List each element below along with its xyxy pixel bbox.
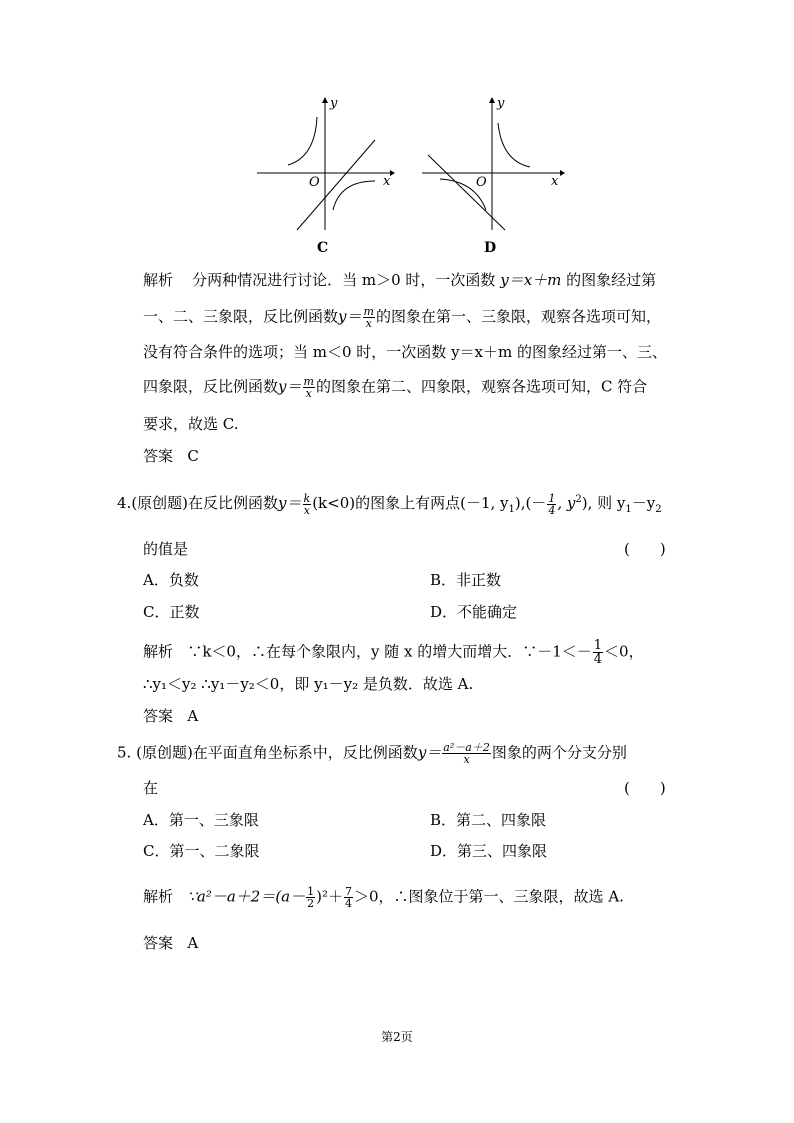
graph-c-caption: C bbox=[317, 240, 329, 256]
fraction: $\frac{m}{x}$ bbox=[363, 305, 374, 330]
fraction: $\frac{7}{4}$ bbox=[345, 885, 353, 910]
q5-option-b: B．第二、四象限 bbox=[430, 811, 547, 829]
fraction: $\frac{1}{2}$ bbox=[307, 885, 315, 910]
q4-option-b: B．非正数 bbox=[430, 571, 502, 589]
q4-option-d: D．不能确定 bbox=[430, 603, 518, 621]
graph-c-origin: O bbox=[309, 175, 320, 190]
q4-answer-blank: ( ) bbox=[624, 540, 666, 558]
q4-option-c: C．正数 bbox=[143, 603, 200, 621]
q4-answer: 答案 A bbox=[143, 707, 199, 725]
fraction: $\frac{\text{a²－a＋2}}{x}$ bbox=[443, 741, 490, 766]
q4-stem: 4.(原创题)在反比例函数y＝ $\frac{k}{x}$ (k<0)的图象上有两点(－1, $y_1),(-$ $\frac{1}{4}$ , $y^2$), 则 $y_1-y_2$ bbox=[117, 491, 662, 517]
q4-option-a: A．负数 bbox=[143, 571, 199, 589]
q3-analysis-line2: 一、二、三象限，反比例函数y＝ $\frac{m}{x}$ 的图象在第一、三象限，观察各选项可知， bbox=[143, 305, 661, 330]
fraction: $\frac{1}{4}$ bbox=[548, 491, 556, 517]
graph-c-x-label: x bbox=[383, 174, 391, 189]
q3-answer: 答案 C bbox=[143, 447, 199, 465]
fraction: $\frac{1}{4}$ bbox=[593, 638, 603, 667]
fraction: $\frac{k}{x}$ bbox=[303, 491, 311, 517]
q5-option-a: A．第一、三象限 bbox=[143, 811, 259, 829]
q5-option-c: C．第一、二象限 bbox=[143, 842, 260, 860]
q3-analysis-line5: 要求，故选 C. bbox=[143, 415, 239, 433]
q5-analysis: 解析 ∵a²－a＋2＝(a－ $\frac{1}{2}$ )²＋ $\frac{7}{4}$ ＞0，∴图象位于第一、三象限，故选 A. bbox=[143, 885, 624, 910]
q4-analysis-line2: ∴y₁＜y₂ ∴y₁－y₂＜0，即 y₁－y₂ 是负数．故选 A. bbox=[143, 675, 474, 693]
q5-stem: 5. (原创题)在平面直角坐标系中，反比例函数y＝ $\frac{\text{a²－a＋2}}{x}$ 图象的两个分支分别 bbox=[117, 741, 627, 766]
q5-option-d: D．第三、四象限 bbox=[430, 842, 548, 860]
q4-stem-line2: 的值是 bbox=[143, 540, 189, 558]
graph-d-y-label: y bbox=[497, 96, 505, 111]
q5-stem-line2: 在 bbox=[143, 779, 159, 797]
q3-analysis-line1: 解析 分两种情况进行讨论．当 m＞0 时，一次函数 y＝x＋m 的图象经过第 bbox=[143, 271, 657, 289]
page-number: 第2页 bbox=[381, 1030, 413, 1044]
q3-analysis-line4: 四象限，反比例函数y＝ $\frac{m}{x}$ 的图象在第二、四象限，观察各选项可知，C 符合 bbox=[143, 375, 648, 400]
fraction: $\frac{m}{x}$ bbox=[303, 375, 314, 400]
q4-analysis-line1: 解析 ∵k＜0，∴在每个象限内，y 随 x 的增大而增大．∵－1＜－ $\frac{1}{4}$ ＜0， bbox=[143, 638, 644, 667]
graph-d-caption: D bbox=[484, 240, 497, 256]
graph-c bbox=[255, 95, 395, 235]
q3-analysis-line3: 没有符合条件的选项；当 m＜0 时，一次函数 y＝x＋m 的图象经过第一、三、 bbox=[143, 343, 667, 361]
graph-d bbox=[420, 95, 565, 235]
q5-answer: 答案 A bbox=[143, 934, 199, 952]
graph-d-origin: O bbox=[476, 175, 487, 190]
q5-answer-blank: ( ) bbox=[624, 779, 666, 797]
graph-c-y-label: y bbox=[330, 96, 338, 111]
graph-d-x-label: x bbox=[551, 174, 559, 189]
